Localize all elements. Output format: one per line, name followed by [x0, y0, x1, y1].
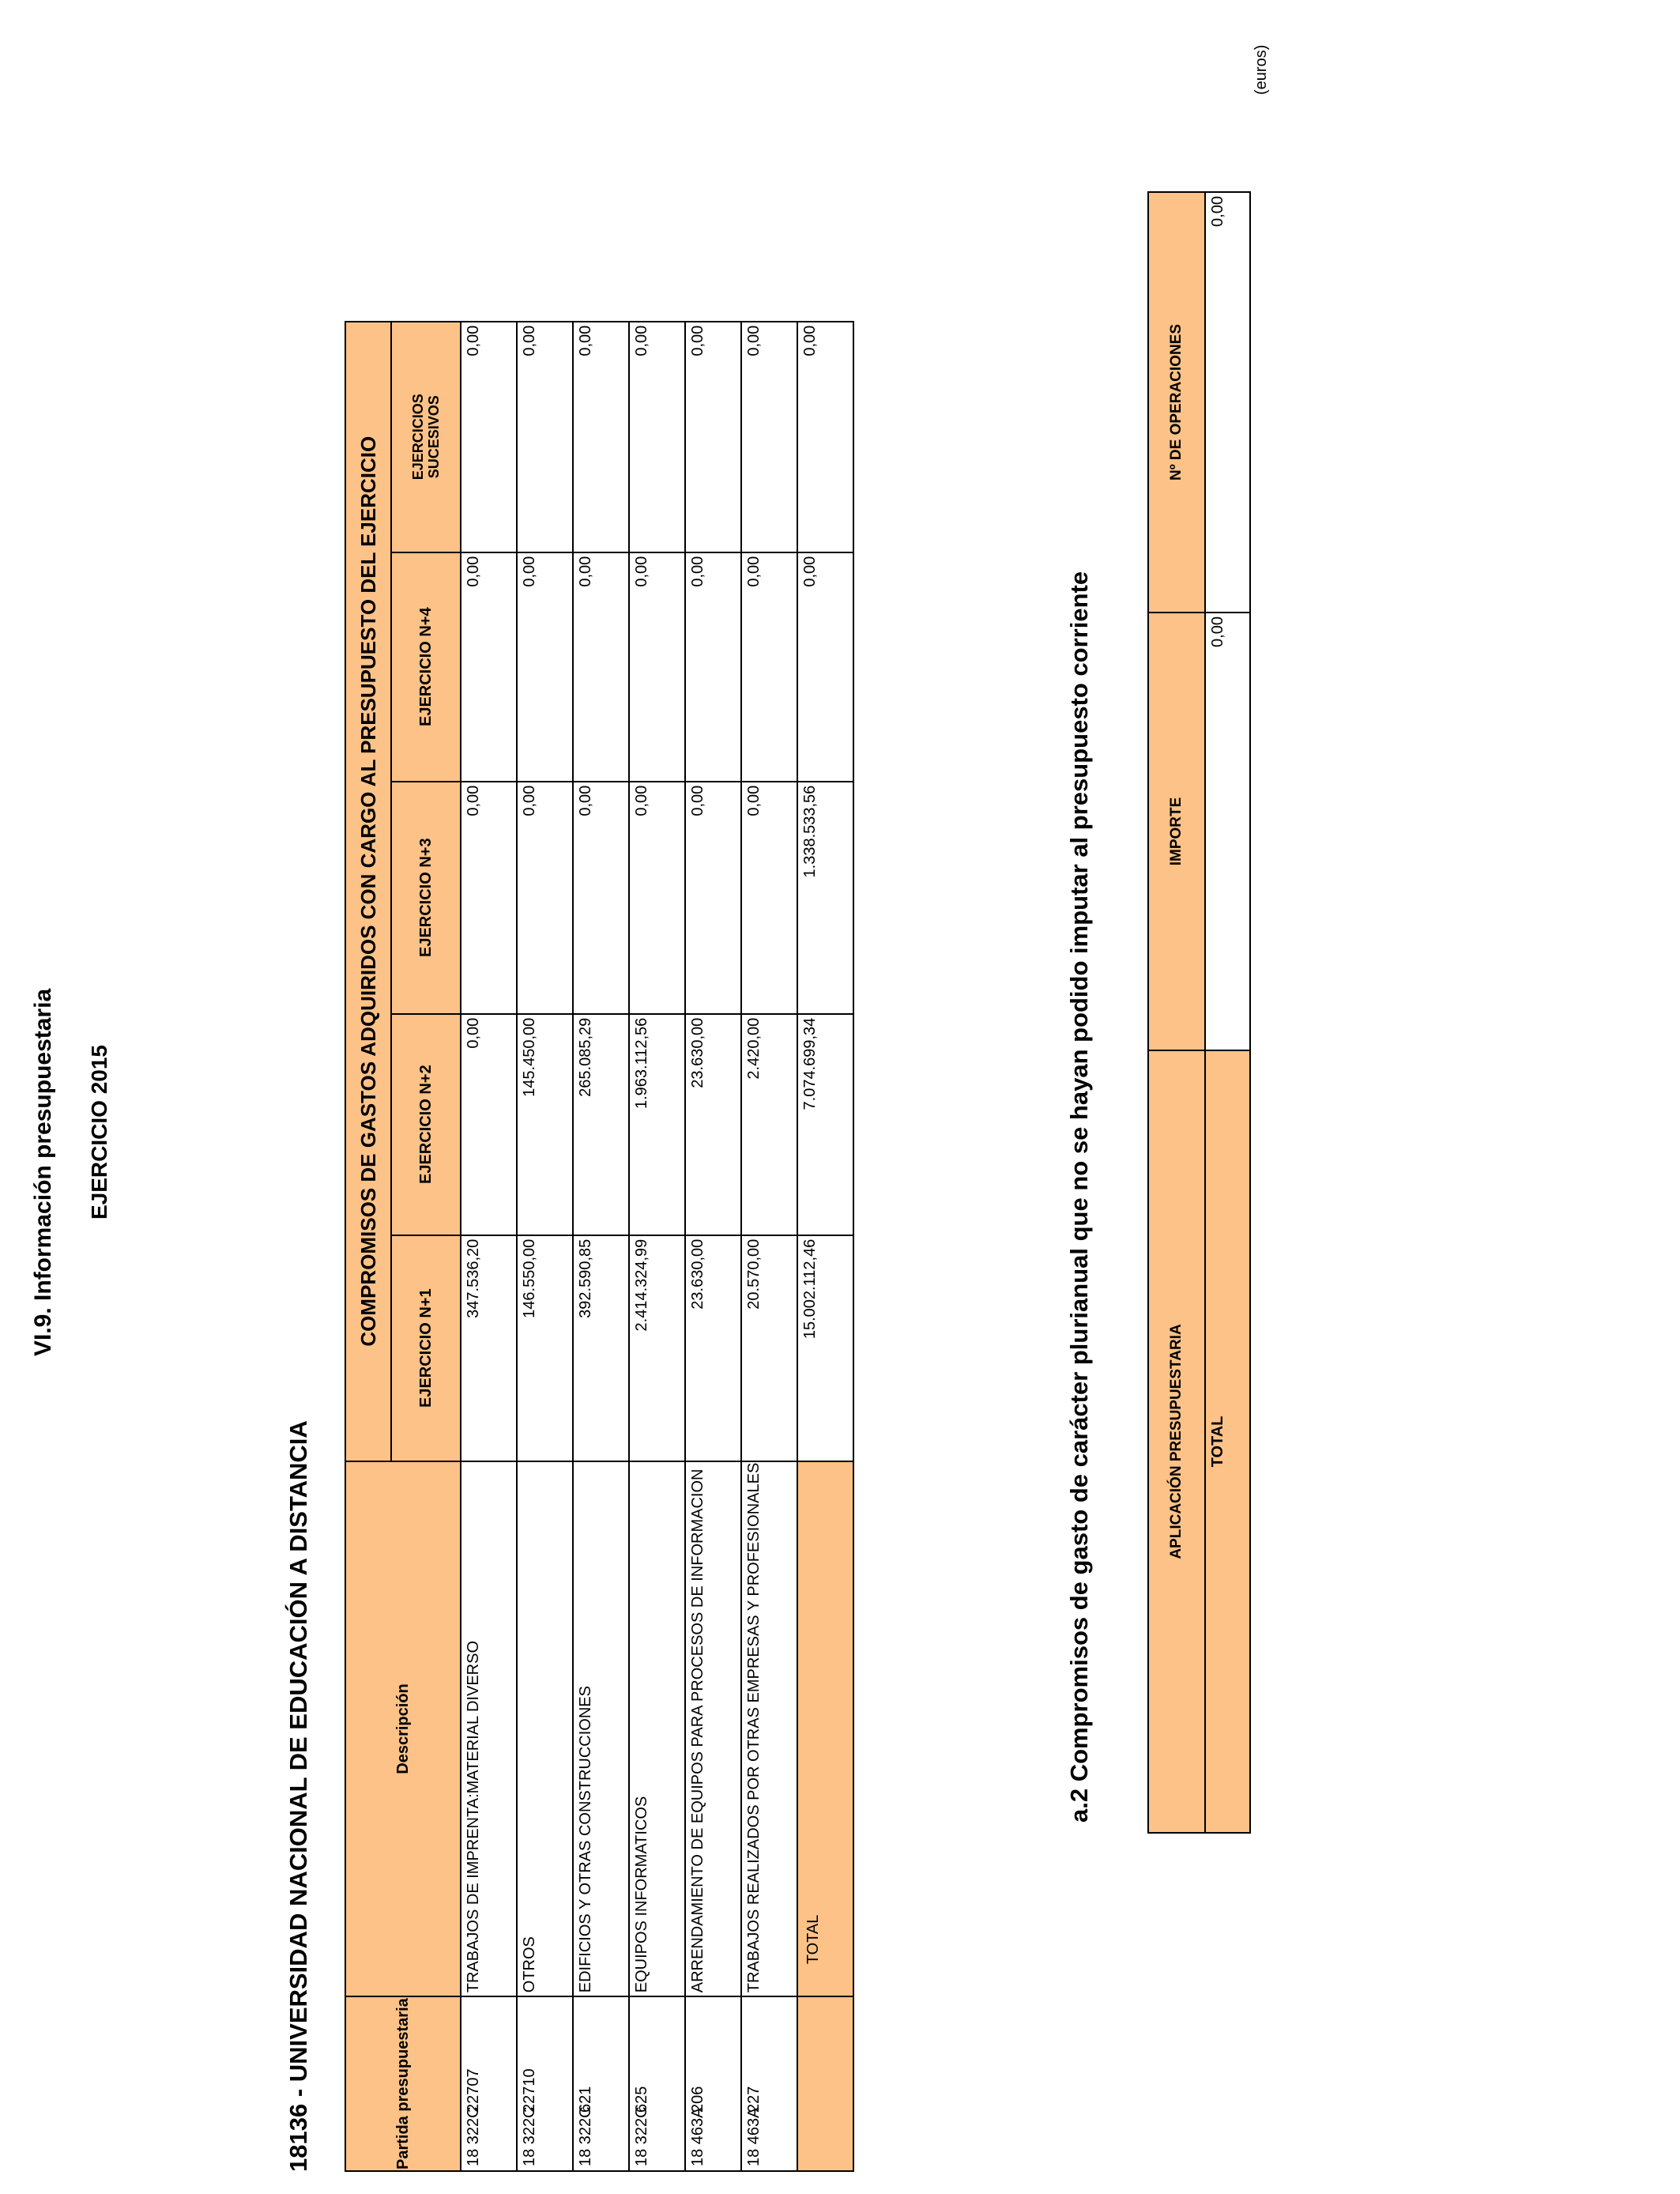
descripcion-cell: EQUIPOS INFORMATICOS: [629, 1461, 685, 1997]
col-header-sucesivos: [391, 322, 461, 552]
sucesivos-cell: 0,00: [461, 322, 517, 552]
commitments-table: [345, 321, 854, 2172]
n2-cell: 23.630,00: [685, 1014, 741, 1235]
col-header-operaciones: Nº DE OPERACIONES: [1148, 192, 1205, 613]
partida-cell: [741, 1996, 797, 2171]
t2-total-row: [1205, 192, 1250, 1833]
n4-cell: 0,00: [629, 552, 685, 782]
total-n2: 7.074.699,34: [797, 1014, 853, 1235]
col-header-importe: IMPORTE: [1148, 613, 1205, 1050]
col-header-n2: EJERCICIO N+2: [391, 1014, 461, 1235]
t2-total-label: TOTAL: [1205, 1050, 1250, 1833]
n1-cell: 347.536,20: [461, 1235, 517, 1461]
concepto-code: 22710: [521, 2068, 538, 2113]
n4-cell: 0,00: [517, 552, 573, 782]
sucesivos-cell: 0,00: [629, 322, 685, 552]
descripcion-cell: TRABAJOS REALIZADOS POR OTRAS EMPRESAS Y PROFESIONALES: [741, 1461, 797, 1997]
descripcion-cell: ARRENDAMIENTO DE EQUIPOS PARA PROCESOS DE INFORMACION: [685, 1461, 741, 1997]
n2-cell: 145.450,00: [517, 1014, 573, 1235]
n4-cell: 0,00: [461, 552, 517, 782]
sucesivos-cell: 0,00: [517, 322, 573, 552]
page-subtitle: EJERCICIO 2015: [87, 1045, 111, 1220]
n3-cell: 0,00: [629, 782, 685, 1014]
n3-cell: 0,00: [741, 782, 797, 1014]
n1-cell: 23.630,00: [685, 1235, 741, 1461]
concepto-code: 621: [577, 2086, 594, 2113]
n1-cell: 392.590,85: [573, 1235, 629, 1461]
n4-cell: 0,00: [573, 552, 629, 782]
col-header-descripcion: Descripción: [345, 1461, 461, 1997]
table-row: [461, 322, 517, 2171]
n3-cell: 0,00: [517, 782, 573, 1014]
table-row: [517, 322, 573, 2171]
entity-heading: 18136 - UNIVERSIDAD NACIONAL DE EDUCACIÓN A DISTANCIA: [284, 1420, 312, 2172]
n2-cell: 0,00: [461, 1014, 517, 1235]
partida-cell: [573, 1996, 629, 2171]
group-header-row: [345, 322, 391, 2171]
page-title: VI.9. Información presupuestaria: [30, 988, 56, 1356]
total-label: TOTAL: [797, 1461, 853, 1997]
sucesivos-cell: 0,00: [741, 322, 797, 552]
programa-code: 18 322C: [577, 2106, 594, 2166]
total-n1: 15.002.112,46: [797, 1235, 853, 1461]
n1-cell: 146.550,00: [517, 1235, 573, 1461]
programa-code: 18 463A: [689, 2107, 706, 2166]
total-blank-cell: [797, 1996, 853, 2171]
table-row: [629, 322, 685, 2171]
total-sucesivos: 0,00: [797, 322, 853, 552]
n1-cell: 2.414.324,99: [629, 1235, 685, 1461]
section2-heading: a.2 Compromisos de gasto de carácter plurianual que no se hayan podido imputar al presupuesto corriente: [1065, 571, 1093, 1823]
group-header: COMPROMISOS DE GASTOS ADQUIRIDOS CON CARGO AL PRESUPUESTO DEL EJERCICIO: [345, 322, 391, 1461]
n2-cell: 265.085,29: [573, 1014, 629, 1235]
concepto-code: 625: [633, 2086, 650, 2113]
total-n3: 1.338.533,56: [797, 782, 853, 1014]
t2-header-row: [1148, 192, 1205, 1833]
partida-cell: [629, 1996, 685, 2171]
sucesivos-cell: 0,00: [573, 322, 629, 552]
concepto-code: 227: [745, 2086, 763, 2113]
n2-cell: 1.963.112,56: [629, 1014, 685, 1235]
programa-code: 18 322C: [521, 2106, 538, 2166]
descripcion-cell: OTROS: [517, 1461, 573, 1997]
n4-cell: 0,00: [741, 552, 797, 782]
uncharged-commitments-table: [1147, 191, 1251, 1834]
t2-total-importe: 0,00: [1205, 613, 1250, 1050]
programa-code: 18 322C: [465, 2106, 482, 2166]
descripcion-cell: TRABAJOS DE IMPRENTA:MATERIAL DIVERSO: [461, 1461, 517, 1997]
n3-cell: 0,00: [573, 782, 629, 1014]
partida-cell: [685, 1996, 741, 2171]
col-header-n1: EJERCICIO N+1: [391, 1235, 461, 1461]
units-label: (euros): [1252, 44, 1270, 95]
concepto-code: 206: [689, 2086, 706, 2113]
col-header-partida: Partida presupuestaria: [345, 1996, 461, 2171]
partida-cell: [517, 1996, 573, 2171]
table-row: [685, 322, 741, 2171]
n3-cell: 0,00: [461, 782, 517, 1014]
partida-cell: [461, 1996, 517, 2171]
n3-cell: 0,00: [685, 782, 741, 1014]
col-header-n4: EJERCICIO N+4: [391, 552, 461, 782]
total-n4: 0,00: [797, 552, 853, 782]
t2-total-operaciones: 0,00: [1205, 192, 1250, 613]
sucesivos-cell: 0,00: [685, 322, 741, 552]
programa-code: 18 463A: [745, 2107, 763, 2166]
col-header-sucesivos-line1: EJERCICIOS: [410, 394, 426, 481]
n1-cell: 20.570,00: [741, 1235, 797, 1461]
table-row: [741, 322, 797, 2171]
total-row: [797, 322, 853, 2171]
table-row: [573, 322, 629, 2171]
descripcion-cell: EDIFICIOS Y OTRAS CONSTRUCCIONES: [573, 1461, 629, 1997]
n4-cell: 0,00: [685, 552, 741, 782]
col-header-n3: EJERCICIO N+3: [391, 782, 461, 1014]
col-header-aplicacion: APLICACIÓN PRESUPUESTARIA: [1148, 1050, 1205, 1833]
col-header-sucesivos-line2: SUCESIVOS: [426, 395, 442, 479]
programa-code: 18 322C: [633, 2106, 650, 2166]
n2-cell: 2.420,00: [741, 1014, 797, 1235]
concepto-code: 22707: [465, 2068, 482, 2113]
